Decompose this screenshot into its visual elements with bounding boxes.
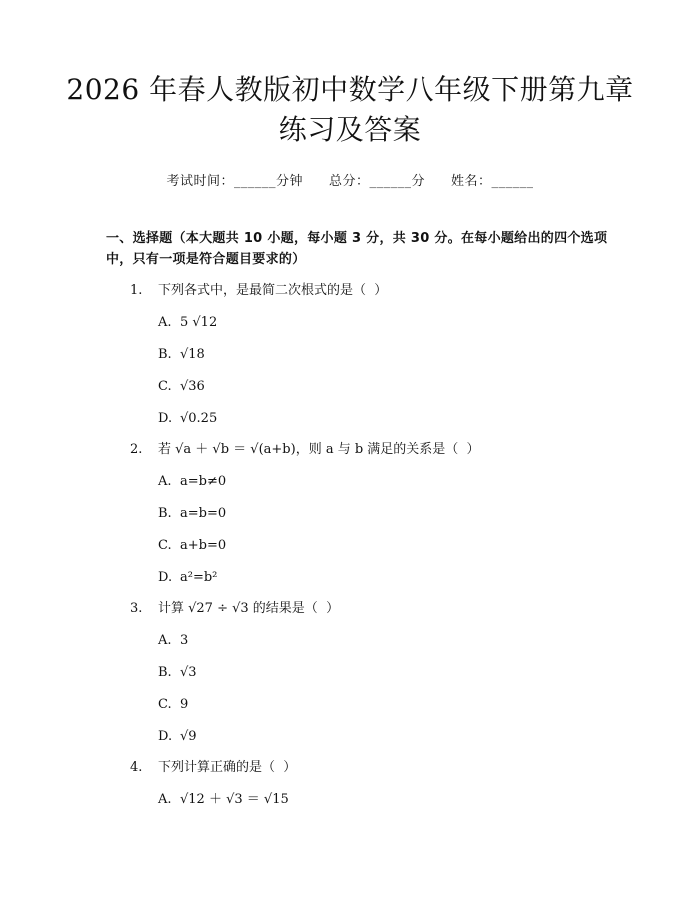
option-letter: A. xyxy=(158,315,172,330)
option-letter: D. xyxy=(158,570,173,585)
question-4-option-a xyxy=(158,791,289,809)
exam-info-row xyxy=(0,170,700,189)
option-text: √0.25 xyxy=(180,411,218,426)
option-text: 9 xyxy=(180,697,189,712)
question-text: 计算 √27 ÷ √3 的结果是（ ） xyxy=(158,601,340,616)
question-4 xyxy=(130,759,296,777)
option-letter: D. xyxy=(158,729,173,744)
question-1-option-d xyxy=(158,410,217,428)
option-text: √3 xyxy=(180,665,197,680)
option-text: 5 √12 xyxy=(180,315,218,330)
title-line-1: 2026 年春人教版初中数学八年级下册第九章 xyxy=(66,73,634,106)
question-number: 3. xyxy=(130,601,143,616)
question-1 xyxy=(130,282,387,300)
option-letter: B. xyxy=(158,506,172,521)
option-text: √18 xyxy=(180,347,205,362)
option-text: √12 ＋ √3 ＝ √15 xyxy=(180,792,289,807)
option-letter: C. xyxy=(158,379,172,394)
question-number: 2. xyxy=(130,442,143,457)
option-letter: C. xyxy=(158,697,172,712)
option-text: √9 xyxy=(180,729,197,744)
question-2-option-d xyxy=(158,569,217,587)
question-2 xyxy=(130,441,480,459)
question-3-option-b xyxy=(158,664,197,682)
option-text: 3 xyxy=(180,633,189,648)
question-1-option-a xyxy=(158,314,217,332)
question-2-option-a xyxy=(158,473,226,491)
option-letter: A. xyxy=(158,474,172,489)
option-letter: D. xyxy=(158,411,173,426)
exam-time-field: 考试时间：______分钟 xyxy=(166,174,303,189)
total-score-field: 总分：______分 xyxy=(328,174,425,189)
document-title xyxy=(60,70,640,150)
option-letter: C. xyxy=(158,538,172,553)
title-line-2: 练习及答案 xyxy=(278,113,422,146)
question-3-option-d xyxy=(158,728,197,746)
question-3-option-c xyxy=(158,696,188,714)
student-name-field: 姓名：______ xyxy=(451,174,534,189)
option-text: a+b=0 xyxy=(180,538,227,553)
option-letter: B. xyxy=(158,665,172,680)
option-text: a=b=0 xyxy=(180,506,227,521)
question-1-option-b xyxy=(158,346,205,364)
question-text: 下列计算正确的是（ ） xyxy=(158,760,297,775)
option-text: a=b≠0 xyxy=(180,474,227,489)
question-3 xyxy=(130,600,339,618)
question-number: 1. xyxy=(130,283,143,298)
option-letter: B. xyxy=(158,347,172,362)
question-text: 若 √a ＋ √b ＝ √(a+b)，则 a 与 b 满足的关系是（ ） xyxy=(158,442,480,457)
question-text: 下列各式中，是最简二次根式的是（ ） xyxy=(158,283,388,298)
question-2-option-c xyxy=(158,537,226,555)
option-text: a²=b² xyxy=(180,570,218,585)
section-header: 一、选择题（本大题共 10 小题，每小题 3 分，共 30 分。在每小题给出的四个选项中，只有一项是符合题目要求的） xyxy=(106,231,608,267)
question-1-option-c xyxy=(158,378,205,396)
option-letter: A. xyxy=(158,792,172,807)
question-2-option-b xyxy=(158,505,226,523)
question-3-option-a xyxy=(158,632,188,650)
option-letter: A. xyxy=(158,633,172,648)
question-number: 4. xyxy=(130,760,143,775)
option-text: √36 xyxy=(180,379,205,394)
